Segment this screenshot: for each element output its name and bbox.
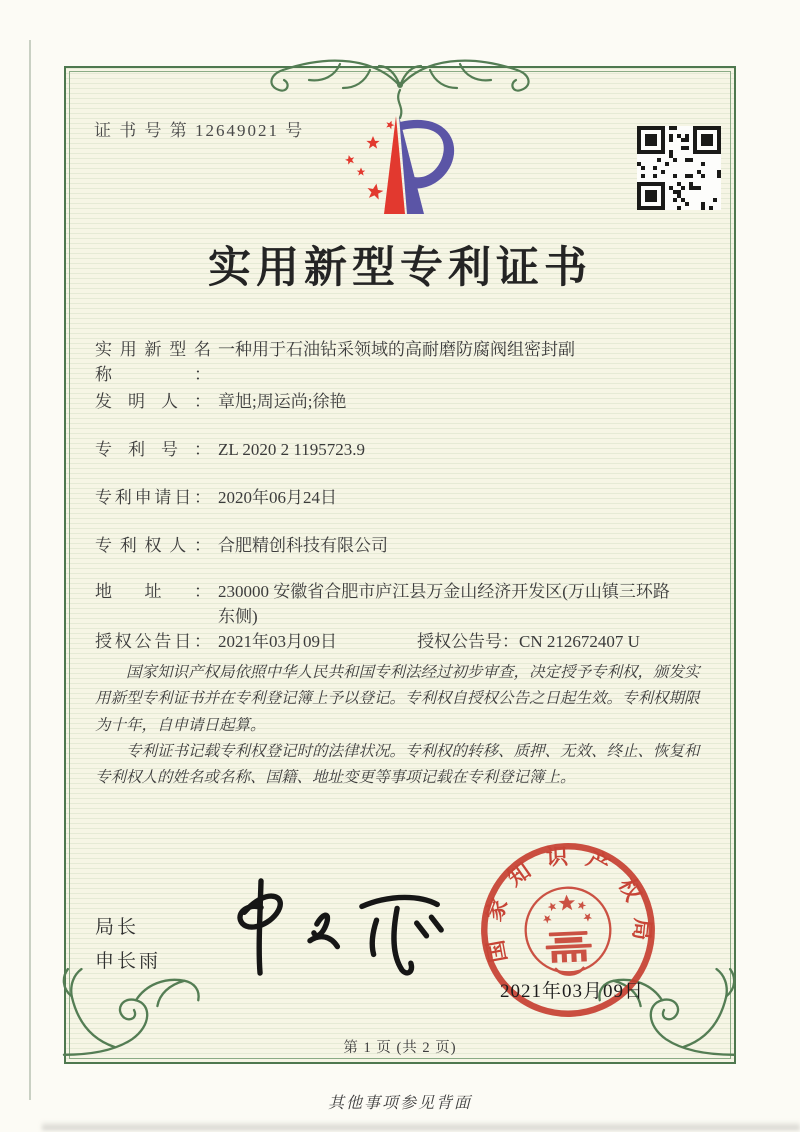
scan-shadow-artifact <box>42 1121 800 1130</box>
field-label: 专利权人： <box>95 536 211 555</box>
field-value: 230000 安徽省合肥市庐江县万金山经济开发区(万山镇三环路东侧) <box>218 582 670 626</box>
qr-code <box>637 126 721 210</box>
scan-edge-artifact <box>29 40 31 1100</box>
field-value: 章旭;周运尚;徐艳 <box>218 392 347 411</box>
field-row-inventors <box>95 390 715 415</box>
field-label: 实用新型名称： <box>95 340 211 384</box>
field-value: ZL 2020 2 1195723.9 <box>218 440 366 459</box>
cnipa-logo-icon <box>338 112 468 220</box>
field-row-invention-name <box>95 338 715 387</box>
field-value: 2020年06月24日 <box>218 488 337 507</box>
field-label: 授权公告号： <box>417 632 519 651</box>
field-row-filing-date <box>95 486 715 511</box>
top-border-flourish-icon <box>252 36 548 122</box>
field-label: 专利申请日： <box>95 488 211 507</box>
field-label: 发明人： <box>95 392 211 411</box>
field-label: 地址： <box>95 582 211 601</box>
back-side-note: 其他事项参见背面 <box>327 1095 472 1112</box>
legal-paragraphs <box>95 660 713 792</box>
seal-date: 2021年03月09日 <box>499 981 644 1002</box>
field-row-address <box>95 580 715 629</box>
field-value: 一种用于石油钻采领域的高耐磨防腐阀组密封副 <box>218 340 575 359</box>
field-row-grant <box>95 630 715 655</box>
field-value: 合肥精创科技有限公司 <box>218 536 388 555</box>
commissioner-name: 申长雨 <box>95 951 162 972</box>
seal-ring-text: 国家知识产权局 <box>479 843 656 965</box>
field-row-patentee <box>95 534 715 559</box>
field-value: CN 212672407 U <box>519 632 640 651</box>
certificate-number: 证 书 号 第 12649021 号 <box>94 121 305 140</box>
field-label: 专利号： <box>95 440 211 459</box>
handwritten-signature-icon <box>215 868 450 986</box>
certificate-title: 实用新型专利证书 <box>208 245 592 292</box>
field-label: 授权公告日： <box>95 632 211 651</box>
commissioner-title: 局长 <box>95 917 140 938</box>
field-row-patent-number <box>95 438 715 463</box>
paragraph: 专利证书记载专利权登记时的法律状况。专利权的转移、质押、无效、终止、恢复和专利权人的姓名或名称、国籍、地址变更等事项记载在专利登记簿上。 <box>95 743 700 787</box>
paragraph: 国家知识产权局依照中华人民共和国专利法经过初步审查，决定授予专利权，颁发实用新型专利证书并在专利登记簿上予以登记。专利权自授权公告之日起生效。专利权期限为十年，自申请日起算。 <box>95 664 700 734</box>
page-number: 第 1 页 (共 2 页) <box>343 1040 457 1056</box>
field-value: 2021年03月09日 <box>218 632 337 651</box>
national-emblem-icon <box>524 886 612 976</box>
